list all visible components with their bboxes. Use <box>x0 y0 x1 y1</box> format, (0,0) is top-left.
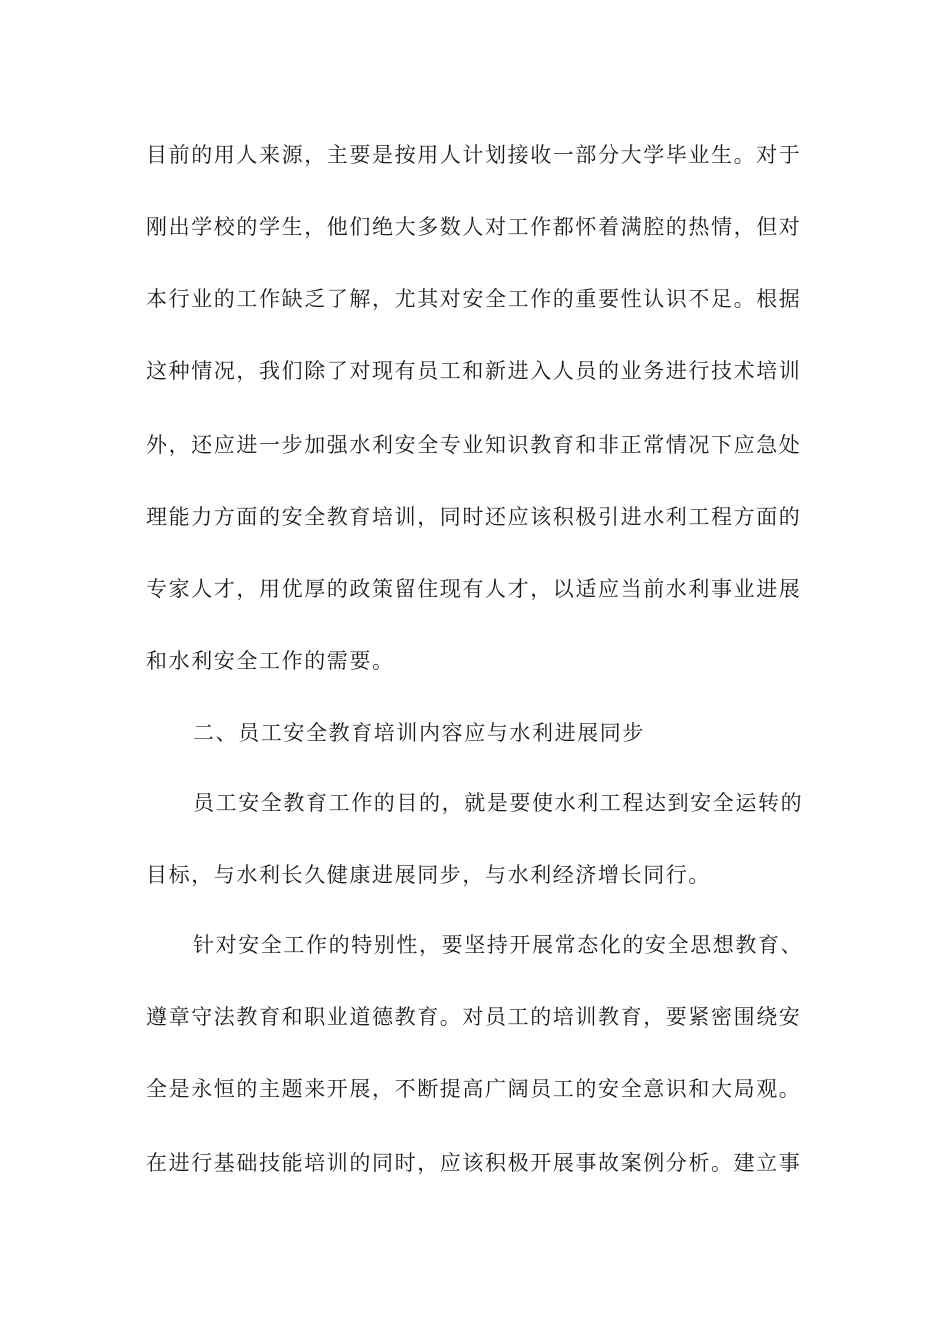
body-text-line: 外，还应进一步加强水利安全专业知识教育和非正常情况下应急处 <box>146 433 802 457</box>
body-text-line: 刚出学校的学生，他们绝大多数人对工作都怀着满腔的热情，但对 <box>146 215 802 239</box>
body-text-line: 在进行基础技能培训的同时，应该积极开展事故案例分析。建立事 <box>146 1151 802 1175</box>
body-text-line: 专家人才，用优厚的政策留住现有人才，以适应当前水利事业进展 <box>146 577 802 601</box>
body-text-line: 理能力方面的安全教育培训，同时还应该积极引进水利工程方面的 <box>146 505 802 529</box>
body-text-line: 针对安全工作的特别性，要坚持开展常态化的安全思想教育、 <box>193 933 804 957</box>
body-text-line: 员工安全教育工作的目的，就是要使水利工程达到安全运转的 <box>193 791 804 815</box>
body-text-line: 和水利安全工作的需要。 <box>146 649 395 673</box>
body-text-line: 遵章守法教育和职业道德教育。对员工的培训教育，要紧密围绕安 <box>146 1005 802 1029</box>
body-text-line: 全是永恒的主题来开展，不断提高广阔员工的安全意识和大局观。 <box>146 1077 802 1101</box>
body-text-line: 目前的用人来源，主要是按用人计划接收一部分大学毕业生。对于 <box>146 143 802 167</box>
section-heading: 二、员工安全教育培训内容应与水利进展同步 <box>193 721 645 745</box>
body-text-line: 目标，与水利长久健康进展同步，与水利经济增长同行。 <box>146 863 711 887</box>
body-text-line: 这种情况，我们除了对现有员工和新进入人员的业务进行技术培训 <box>146 359 802 383</box>
body-text-line: 本行业的工作缺乏了解，尤其对安全工作的重要性认识不足。根据 <box>146 287 802 311</box>
